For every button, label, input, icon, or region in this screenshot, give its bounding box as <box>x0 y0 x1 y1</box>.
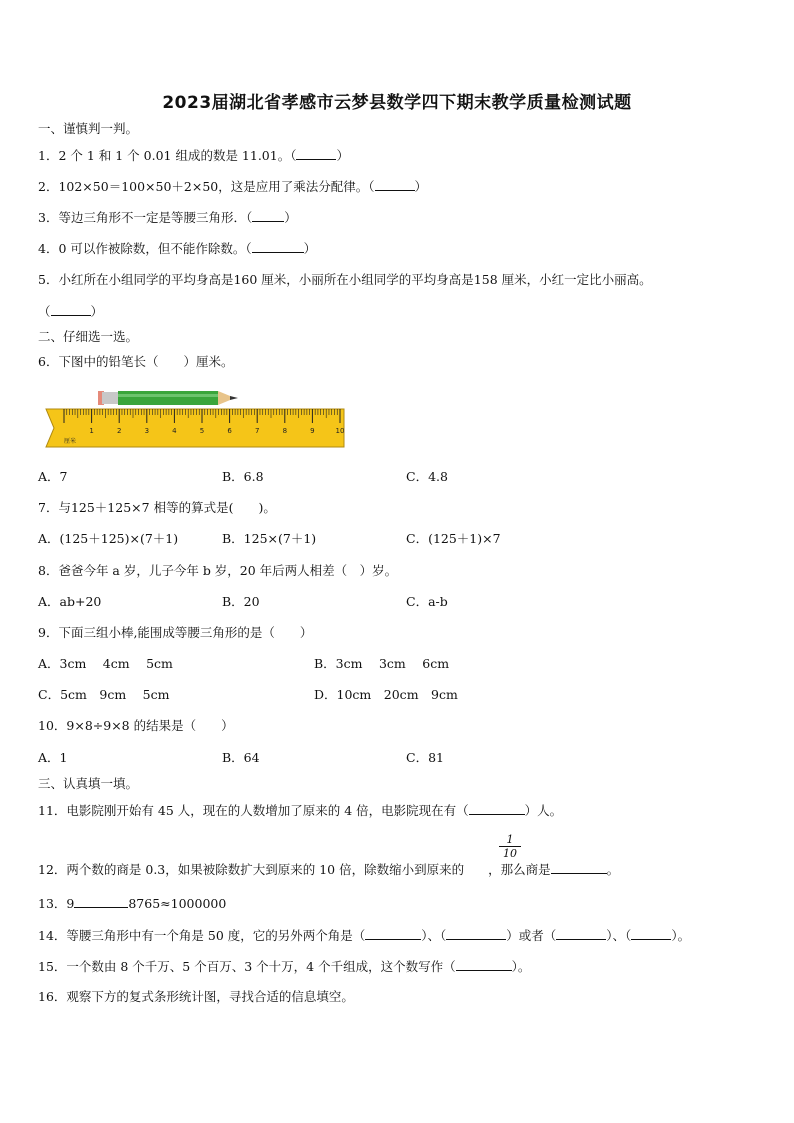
q7-option-c[interactable]: C．(125＋1)×7 <box>406 531 501 546</box>
ruler-tick-label: 1 <box>89 427 94 435</box>
question-14-p5: ）。 <box>671 928 691 943</box>
question-3 <box>38 209 297 226</box>
ruler-tick-label: 5 <box>199 427 205 435</box>
question-13 <box>38 895 226 912</box>
answer-blank[interactable] <box>375 178 415 191</box>
ruler-tick-label: 10 <box>335 427 345 435</box>
answer-blank[interactable] <box>252 209 284 222</box>
question-12-mid: ，那么商是 <box>488 862 551 877</box>
page-title: 2023届湖北省孝感市云梦县数学四下期末教学质量检测试题 <box>162 93 632 113</box>
q9-option-a[interactable]: A．3cm 4cm 5cm <box>38 656 173 671</box>
q6-option-a[interactable]: A．7 <box>38 469 68 484</box>
section-heading-3: 三、认真填一填。 <box>38 776 139 791</box>
ruler-pencil-figure <box>40 385 348 451</box>
ruler-tick-label: 2 <box>116 427 122 435</box>
fraction-numerator: 1 <box>499 833 521 847</box>
fraction-denominator: 10 <box>503 847 517 860</box>
section-heading-2: 二、仔细选一选。 <box>38 329 139 344</box>
question-1-text: 1．2 个 1 和 1 个 0.01 组成的数是 11.01。（ <box>38 148 297 163</box>
section-heading-1: 一、谨慎判一判。 <box>38 121 139 136</box>
question-14-p4: ）、（ <box>606 928 632 943</box>
question-2-text: 2．102×50＝100×50＋2×50，这是应用了乘法分配律。（ <box>38 179 375 194</box>
fraction-one-tenth <box>499 833 521 860</box>
question-3-end: ） <box>284 210 297 225</box>
q10-option-c[interactable]: C．81 <box>406 750 444 765</box>
answer-blank[interactable] <box>446 927 506 940</box>
ruler-tick-label: 9 <box>310 427 315 435</box>
question-1-end: ） <box>336 148 349 163</box>
answer-blank[interactable] <box>631 927 671 940</box>
question-15-end: ）。 <box>511 959 531 974</box>
answer-blank[interactable] <box>252 240 304 253</box>
q10-option-b[interactable]: B．64 <box>222 750 260 765</box>
answer-blank[interactable] <box>365 927 421 940</box>
question-7: 7．与125＋125×7 相等的算式是( )。 <box>38 500 276 515</box>
ruler-tick-label: 8 <box>282 427 288 435</box>
q6-option-b[interactable]: B．6.8 <box>222 469 264 484</box>
question-9: 9．下面三组小棒,能围成等腰三角形的是（ ） <box>38 625 313 640</box>
q9-option-c[interactable]: C．5cm 9cm 5cm <box>38 687 170 702</box>
question-6: 6．下图中的铅笔长（ ）厘米。 <box>38 354 234 369</box>
question-8: 8．爸爸今年 a 岁，儿子今年 b 岁，20 年后两人相差（ ）岁。 <box>38 563 398 578</box>
question-10: 10．9×8÷9×8 的结果是（ ） <box>38 718 234 733</box>
question-5: 5．小红所在小组同学的平均身高是160 厘米，小丽所在小组同学的平均身高是158 厘米，小红一定比小丽高。 <box>38 272 652 287</box>
ruler-tick-label: 3 <box>144 427 150 435</box>
question-12 <box>38 861 619 878</box>
question-5-answer <box>38 303 103 320</box>
q10-option-a[interactable]: A．1 <box>38 750 68 765</box>
question-14 <box>38 927 690 944</box>
question-4-end: ） <box>303 241 317 256</box>
question-4-text: 4．0 可以作被除数，但不能作除数。（ <box>38 241 252 256</box>
question-12-tail: 。 <box>606 862 620 877</box>
question-16: 16．观察下方的复式条形统计图，寻找合适的信息填空。 <box>38 989 354 1004</box>
answer-blank[interactable] <box>556 927 606 940</box>
question-12-text: 12．两个数的商是 0.3，如果被除数扩大到原来的 10 倍，除数缩小到原来的 <box>38 862 465 877</box>
question-11-text: 11．电影院刚开始有 45 人，现在的人数增加了原来的 4 倍，电影院现在有（ <box>38 803 469 818</box>
question-14-p3: ）或者（ <box>506 928 557 943</box>
q7-option-b[interactable]: B．125×(7＋1) <box>222 531 317 546</box>
answer-blank[interactable] <box>74 895 128 908</box>
answer-blank[interactable] <box>51 303 91 316</box>
q9-option-b[interactable]: B．3cm 3cm 6cm <box>314 656 450 671</box>
q8-option-b[interactable]: B．20 <box>222 594 260 609</box>
ruler-unit-label: 厘米 <box>64 438 77 445</box>
q9-option-d[interactable]: D．10cm 20cm 9cm <box>314 687 458 702</box>
answer-blank[interactable] <box>469 802 525 815</box>
answer-blank[interactable] <box>551 861 607 874</box>
pencil-icon <box>98 391 238 405</box>
question-2 <box>38 178 427 195</box>
question-11-end: ）人。 <box>524 803 563 818</box>
question-14-p2: ）、（ <box>421 928 447 943</box>
question-2-end: ） <box>414 179 428 194</box>
question-15 <box>38 958 530 975</box>
question-14-p1: 14．等腰三角形中有一个角是 50 度，它的另外两个角是（ <box>38 928 366 943</box>
question-13-text: 13．9 <box>38 896 75 911</box>
question-3-text: 3．等边三角形不一定是等腰三角形．（ <box>38 210 253 225</box>
question-11 <box>38 802 562 819</box>
answer-blank[interactable] <box>456 958 512 971</box>
ruler-icon <box>46 409 344 447</box>
answer-blank[interactable] <box>296 147 336 160</box>
question-13-end: 8765≈1000000 <box>128 896 227 911</box>
ruler-tick-label: 4 <box>172 427 177 435</box>
q7-option-a[interactable]: A．(125＋125)×(7＋1) <box>38 531 179 546</box>
question-4 <box>38 240 316 257</box>
q8-option-c[interactable]: C．a-b <box>406 594 448 609</box>
question-1 <box>38 147 349 164</box>
ruler-tick-label: 6 <box>227 427 232 435</box>
ruler-tick-label: 7 <box>254 427 260 435</box>
question-5-open: （ <box>38 304 51 319</box>
q6-option-c[interactable]: C．4.8 <box>406 469 448 484</box>
question-5-end: ） <box>90 304 104 319</box>
question-15-text: 15．一个数由 8 个千万、5 个百万、3 个十万，4 个千组成，这个数写作（ <box>38 959 456 974</box>
q8-option-a[interactable]: A．ab+20 <box>38 594 102 609</box>
